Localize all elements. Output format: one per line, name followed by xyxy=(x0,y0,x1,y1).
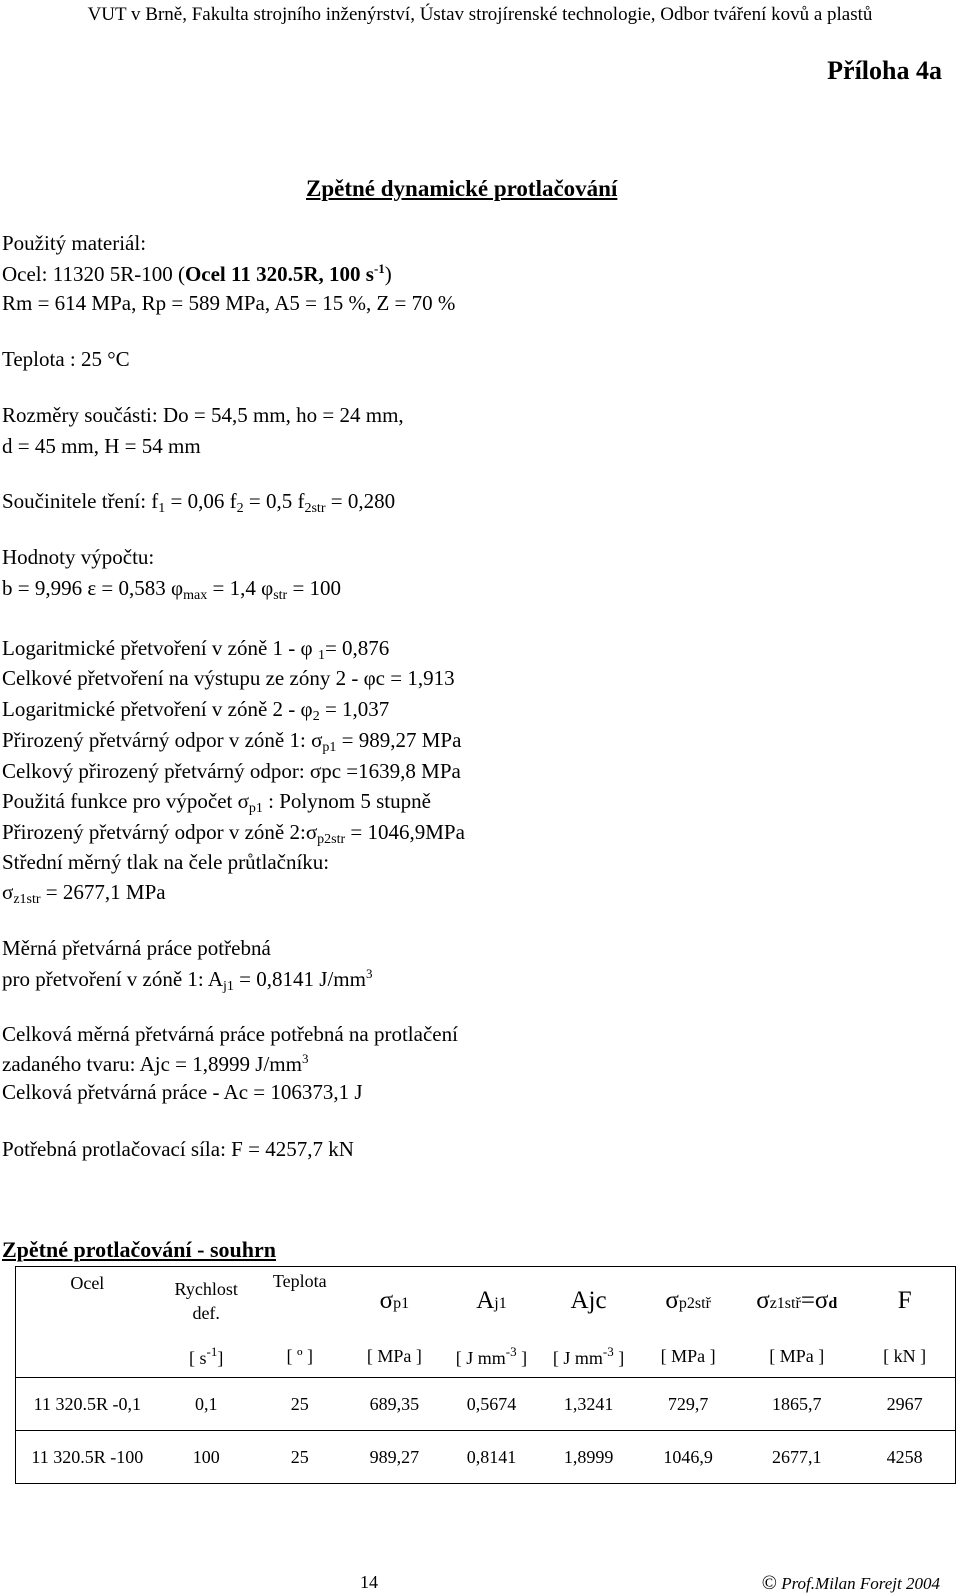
col-sigma-p1 xyxy=(346,1267,443,1336)
f2-sub: 2 xyxy=(236,501,244,516)
col-ajc: Ajc xyxy=(570,1287,607,1314)
sz1-eq: =σ xyxy=(800,1287,829,1314)
f1-sub: 1 xyxy=(158,501,166,516)
footer-author: Prof.Milan Forejt 2004 xyxy=(776,1574,940,1593)
cell: 0,1 xyxy=(159,1378,254,1431)
sz1: σ xyxy=(756,1287,770,1314)
unit-rate xyxy=(159,1335,254,1378)
col-sigma-z1 xyxy=(739,1267,854,1336)
friction-label: Součinitele tření: f xyxy=(2,489,159,513)
result-total-stress: Celkový přirozený přetvárný odpor: σpc =1639,8 MPa xyxy=(2,759,461,783)
work-line3: Celková měrná přetvárná práce potřebná na protlačení xyxy=(2,1022,458,1046)
material-label: Použitý materiál: xyxy=(2,231,147,255)
header-row xyxy=(16,1267,956,1336)
col-rychlost xyxy=(159,1267,254,1336)
unit-aj1 xyxy=(443,1335,540,1378)
result-zone2-strain xyxy=(2,697,389,725)
u5-sup: -3 xyxy=(602,1343,614,1359)
result-zone1-stress xyxy=(2,728,461,756)
u1-sup: -1 xyxy=(206,1343,218,1359)
r7b: = 1046,9MPa xyxy=(345,820,465,844)
steel-bold: Ocel 11 320.5R, 100 s xyxy=(184,262,374,286)
summary-table xyxy=(15,1266,956,1484)
u4a: [ J mm xyxy=(455,1347,506,1368)
cell: 11 320.5R -0,1 xyxy=(16,1378,159,1431)
friction-coefficients xyxy=(2,489,395,517)
cell: 2677,1 xyxy=(739,1431,854,1484)
r7-sub: p2str xyxy=(317,832,346,847)
r4a: Přirozený přetvárný odpor v zóně 1: σ xyxy=(2,728,323,752)
r7a: Přirozený přetvárný odpor v zóně 2:σ xyxy=(2,820,318,844)
sz1-d: d xyxy=(828,1295,838,1312)
r4-sub: p1 xyxy=(322,740,337,755)
str-val: = 100 xyxy=(287,576,342,600)
material-steel xyxy=(2,261,392,287)
w4-sup: 3 xyxy=(301,1051,309,1066)
sp1-sub: p1 xyxy=(393,1295,410,1312)
cell: 25 xyxy=(254,1431,346,1484)
col-aj1 xyxy=(443,1267,540,1336)
r9b: = 2677,1 MPa xyxy=(40,880,166,904)
result-zone1-strain xyxy=(2,636,389,664)
u4b: ] xyxy=(516,1347,528,1368)
f1-val: = 0,06 f xyxy=(165,489,237,513)
cell: 1,8999 xyxy=(540,1431,637,1484)
r3-sub: 2 xyxy=(312,709,320,724)
col-teplota: Teplota xyxy=(272,1271,327,1291)
footer-copyright xyxy=(762,1572,940,1595)
str-sub: str xyxy=(273,588,288,603)
r9a: σ xyxy=(2,880,14,904)
r1a: Logaritmické přetvoření v zóně 1 - φ xyxy=(2,636,318,660)
rychlost-line2: def. xyxy=(192,1303,220,1323)
result-pressure-value xyxy=(2,880,166,908)
document-title: Zpětné dynamické protlačování xyxy=(306,176,618,201)
cell: 4258 xyxy=(854,1431,955,1484)
cell: 0,8141 xyxy=(443,1431,540,1484)
unit-sz1: [ MPa ] xyxy=(739,1335,854,1378)
cell: 2967 xyxy=(854,1378,955,1431)
r9-sub: z1str xyxy=(13,892,41,907)
cell: 25 xyxy=(254,1378,346,1431)
aj1: A xyxy=(476,1287,495,1314)
max-val: = 1,4 φ xyxy=(207,576,274,600)
material-properties: Rm = 614 MPa, Rp = 589 MPa, A5 = 15 %, Z = 70 % xyxy=(2,291,456,315)
work-line4 xyxy=(2,1051,308,1077)
force-line: Potřebná protlačovací síla: F = 4257,7 kN xyxy=(2,1137,354,1161)
unit-sp1: [ MPa ] xyxy=(346,1335,443,1378)
r3b: = 1,037 xyxy=(319,697,390,721)
table-row xyxy=(16,1431,956,1484)
cell: 11 320.5R -100 xyxy=(16,1431,159,1484)
calc-values xyxy=(2,576,341,604)
col-ocel: Ocel xyxy=(70,1273,105,1293)
max-sub: max xyxy=(183,588,208,603)
cell: 1,3241 xyxy=(540,1378,637,1431)
u1b: ] xyxy=(217,1347,224,1368)
cell: 729,7 xyxy=(637,1378,739,1431)
r6a: Použitá funkce pro výpočet σ xyxy=(2,789,249,813)
w2-sup: 3 xyxy=(365,966,373,981)
r1-sub: 1 xyxy=(317,648,325,663)
work-line2 xyxy=(2,966,372,995)
annex-label: Příloha 4a xyxy=(827,56,942,85)
work-line5: Celková přetvárná práce - Ac = 106373,1 J xyxy=(2,1080,363,1104)
steel-exp: -1 xyxy=(373,261,385,276)
r6-sub: p1 xyxy=(248,801,263,816)
fstr-sub: 2str xyxy=(304,501,326,516)
sp1: σ xyxy=(379,1287,394,1314)
result-pressure-label: Střední měrný tlak na čele průtlačníku: xyxy=(2,850,330,874)
result-total-strain: Celkové přetvoření na výstupu ze zóny 2 - φc = 1,913 xyxy=(2,666,455,690)
r4b: = 989,27 MPa xyxy=(336,728,462,752)
col-sigma-p2 xyxy=(637,1267,739,1336)
w4a: zadaného tvaru: Ajc = 1,8999 J/mm xyxy=(2,1052,302,1076)
result-zone2-stress xyxy=(2,820,465,848)
dimensions-line1: Rozměry součásti: Do = 54,5 mm, ho = 24 mm, xyxy=(2,403,404,427)
unit-force: [ kN ] xyxy=(854,1335,955,1378)
steel-prefix: Ocel: 11320 5R-100 ( xyxy=(2,262,185,286)
work-line1: Měrná přetvárná práce potřebná xyxy=(2,936,271,960)
col-force: F xyxy=(897,1287,912,1314)
r3a: Logaritmické přetvoření v zóně 2 - φ xyxy=(2,697,313,721)
table-row xyxy=(16,1378,956,1431)
u1a: [ s xyxy=(189,1347,207,1368)
calc-b: b = 9,996 ε = 0,583 φ xyxy=(2,576,184,600)
u4-sup: -3 xyxy=(505,1343,517,1359)
calc-label: Hodnoty výpočtu: xyxy=(2,545,155,569)
page-header: VUT v Brně, Fakulta strojního inženýrství, Ústav strojírenské technologie, Odbor tváření kovů a plastů xyxy=(87,4,873,25)
w2a: pro přetvoření v zóně 1: A xyxy=(2,967,224,991)
u5b: ] xyxy=(613,1347,625,1368)
unit-temp: [ º ] xyxy=(254,1335,346,1378)
dimensions-line2: d = 45 mm, H = 54 mm xyxy=(2,434,201,458)
u5a: [ J mm xyxy=(552,1347,603,1368)
temperature: Teplota : 25 °C xyxy=(2,347,130,371)
sp2-sub: p2stř xyxy=(678,1295,711,1312)
sz1-sub: z1stř xyxy=(769,1295,801,1312)
cell: 689,35 xyxy=(346,1378,443,1431)
cell: 1865,7 xyxy=(739,1378,854,1431)
cell: 1046,9 xyxy=(637,1431,739,1484)
w2b: = 0,8141 J/mm xyxy=(233,967,366,991)
cell: 0,5674 xyxy=(443,1378,540,1431)
r6b: : Polynom 5 stupně xyxy=(262,789,431,813)
unit-sp2: [ MPa ] xyxy=(637,1335,739,1378)
steel-suffix: ) xyxy=(384,262,392,286)
aj1-sub: j1 xyxy=(494,1295,507,1312)
r1b: = 0,876 xyxy=(324,636,390,660)
cell: 100 xyxy=(159,1431,254,1484)
copyright-icon: © xyxy=(761,1572,777,1594)
sp2: σ xyxy=(665,1287,679,1314)
summary-title: Zpětné protlačování - souhrn xyxy=(2,1237,277,1262)
cell: 989,27 xyxy=(346,1431,443,1484)
units-row xyxy=(16,1335,956,1378)
result-function xyxy=(2,789,431,817)
w2-sub: j1 xyxy=(223,979,234,994)
rychlost-line1: Rychlost xyxy=(174,1279,238,1299)
unit-empty xyxy=(16,1335,159,1378)
page-number: 14 xyxy=(360,1572,378,1592)
fstr-val: = 0,280 xyxy=(325,489,396,513)
f2-val: = 0,5 f xyxy=(243,489,305,513)
unit-ajc xyxy=(540,1335,637,1378)
